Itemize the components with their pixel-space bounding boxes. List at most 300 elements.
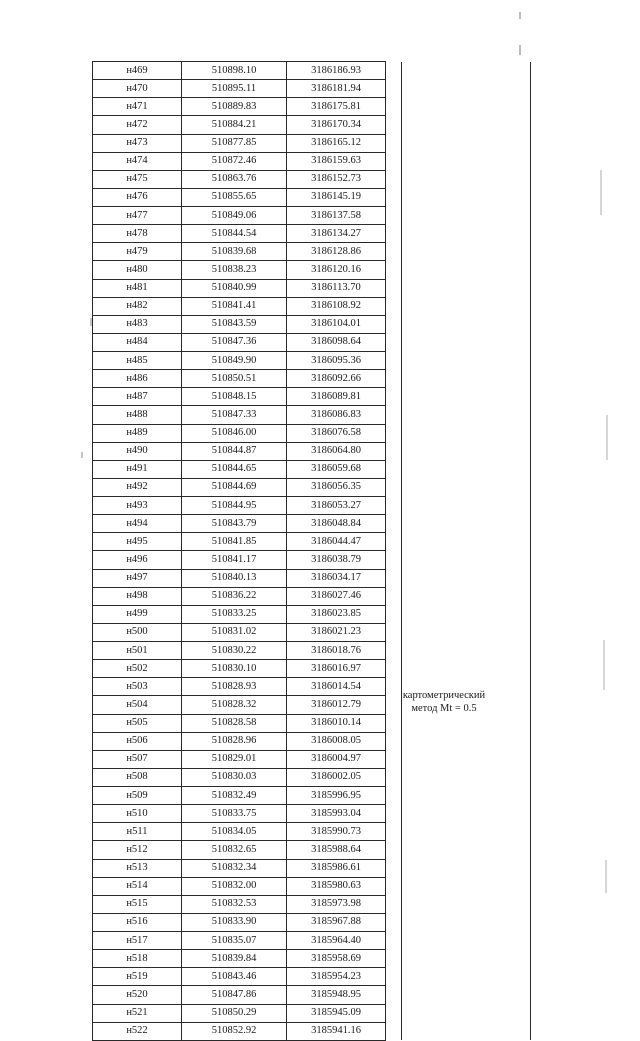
empty-cell [386, 279, 402, 297]
x-coordinate-cell: 510872.46 [182, 152, 287, 170]
x-coordinate-cell: 510847.33 [182, 406, 287, 424]
point-id-cell: н514 [93, 877, 182, 895]
method-cell [402, 80, 531, 98]
empty-cell [386, 424, 402, 442]
table-row [93, 225, 531, 243]
table-row [93, 859, 531, 877]
y-coordinate-cell: 3186181.94 [287, 80, 386, 98]
y-coordinate-cell: 3186165.12 [287, 134, 386, 152]
empty-cell [386, 225, 402, 243]
x-coordinate-cell: 510847.36 [182, 333, 287, 351]
x-coordinate-cell: 510841.17 [182, 551, 287, 569]
point-id-cell: н472 [93, 116, 182, 134]
table-row [93, 805, 531, 823]
y-coordinate-cell: 3186048.84 [287, 515, 386, 533]
point-id-cell: н503 [93, 678, 182, 696]
empty-cell [386, 587, 402, 605]
table-row [93, 877, 531, 895]
method-cell [402, 62, 531, 80]
point-id-cell: н506 [93, 732, 182, 750]
x-coordinate-cell: 510840.99 [182, 279, 287, 297]
x-coordinate-cell: 510841.85 [182, 533, 287, 551]
empty-cell [386, 315, 402, 333]
table-row [93, 134, 531, 152]
table-row [93, 424, 531, 442]
empty-cell [386, 388, 402, 406]
x-coordinate-cell: 510828.32 [182, 696, 287, 714]
method-cell [402, 605, 531, 623]
table-row [93, 188, 531, 206]
point-id-cell: н490 [93, 442, 182, 460]
table-row [93, 841, 531, 859]
point-id-cell: н511 [93, 823, 182, 841]
method-note-line-1: картометрический [402, 690, 486, 701]
method-note-line-2: метод Mt = 0.5 [411, 703, 477, 714]
method-cell [402, 352, 531, 370]
y-coordinate-cell: 3186086.83 [287, 406, 386, 424]
empty-cell [386, 207, 402, 225]
x-coordinate-cell: 510843.46 [182, 968, 287, 986]
empty-cell [386, 986, 402, 1004]
method-cell [402, 460, 531, 478]
method-cell [402, 188, 531, 206]
empty-cell [386, 243, 402, 261]
point-id-cell: н476 [93, 188, 182, 206]
point-id-cell: н501 [93, 642, 182, 660]
empty-cell [386, 62, 402, 80]
point-id-cell: н484 [93, 333, 182, 351]
point-id-cell: н516 [93, 913, 182, 931]
method-cell [402, 787, 531, 805]
x-coordinate-cell: 510849.06 [182, 207, 287, 225]
y-coordinate-cell: 3186021.23 [287, 623, 386, 641]
table-row [93, 315, 531, 333]
y-coordinate-cell: 3186008.05 [287, 732, 386, 750]
y-coordinate-cell: 3185945.09 [287, 1004, 386, 1022]
method-cell [402, 768, 531, 786]
y-coordinate-cell: 3186044.47 [287, 533, 386, 551]
empty-cell [386, 98, 402, 116]
empty-cell [386, 478, 402, 496]
point-id-cell: н500 [93, 623, 182, 641]
method-cell [402, 805, 531, 823]
table-row [93, 787, 531, 805]
point-id-cell: н487 [93, 388, 182, 406]
point-id-cell: н508 [93, 768, 182, 786]
y-coordinate-cell: 3185988.64 [287, 841, 386, 859]
empty-cell [386, 533, 402, 551]
x-coordinate-cell: 510848.15 [182, 388, 287, 406]
x-coordinate-cell: 510839.68 [182, 243, 287, 261]
y-coordinate-cell: 3186056.35 [287, 478, 386, 496]
table-row [93, 768, 531, 786]
table-row [93, 986, 531, 1004]
method-cell [402, 297, 531, 315]
table-row [93, 442, 531, 460]
table-row [93, 98, 531, 116]
empty-cell [386, 913, 402, 931]
method-cell [402, 315, 531, 333]
point-id-cell: н521 [93, 1004, 182, 1022]
point-id-cell: н502 [93, 660, 182, 678]
table-row [93, 80, 531, 98]
y-coordinate-cell: 3186098.64 [287, 333, 386, 351]
point-id-cell: н485 [93, 352, 182, 370]
y-coordinate-cell: 3186104.01 [287, 315, 386, 333]
y-coordinate-cell: 3186076.58 [287, 424, 386, 442]
table-row [93, 333, 531, 351]
point-id-cell: н498 [93, 587, 182, 605]
y-coordinate-cell: 3186027.46 [287, 587, 386, 605]
x-coordinate-cell: 510828.93 [182, 678, 287, 696]
table-row [93, 388, 531, 406]
y-coordinate-cell: 3185964.40 [287, 932, 386, 950]
method-cell [402, 660, 531, 678]
x-coordinate-cell: 510830.03 [182, 768, 287, 786]
table-row [93, 116, 531, 134]
table-row [93, 569, 531, 587]
y-coordinate-cell: 3186002.05 [287, 768, 386, 786]
point-id-cell: н497 [93, 569, 182, 587]
table-row [93, 460, 531, 478]
y-coordinate-cell: 3186064.80 [287, 442, 386, 460]
x-coordinate-cell: 510847.86 [182, 986, 287, 1004]
y-coordinate-cell: 3186186.93 [287, 62, 386, 80]
empty-cell [386, 623, 402, 641]
method-cell [402, 932, 531, 950]
point-id-cell: н519 [93, 968, 182, 986]
empty-cell [386, 750, 402, 768]
x-coordinate-cell: 510828.58 [182, 714, 287, 732]
table-row [93, 533, 531, 551]
empty-cell [386, 370, 402, 388]
empty-cell [386, 895, 402, 913]
point-id-cell: н507 [93, 750, 182, 768]
x-coordinate-cell: 510834.05 [182, 823, 287, 841]
empty-cell [386, 188, 402, 206]
y-coordinate-cell: 3186159.63 [287, 152, 386, 170]
empty-cell [386, 877, 402, 895]
x-coordinate-cell: 510843.79 [182, 515, 287, 533]
method-cell [402, 478, 531, 496]
x-coordinate-cell: 510850.51 [182, 370, 287, 388]
point-id-cell: н481 [93, 279, 182, 297]
point-id-cell: н515 [93, 895, 182, 913]
method-cell [402, 877, 531, 895]
point-id-cell: н475 [93, 170, 182, 188]
method-cell [402, 950, 531, 968]
point-id-cell: н474 [93, 152, 182, 170]
y-coordinate-cell: 3186152.73 [287, 170, 386, 188]
x-coordinate-cell: 510877.85 [182, 134, 287, 152]
y-coordinate-cell: 3185954.23 [287, 968, 386, 986]
table-row [93, 823, 531, 841]
table-row [93, 261, 531, 279]
table-row [93, 895, 531, 913]
table-row [93, 623, 531, 641]
method-cell [402, 98, 531, 116]
method-cell [402, 750, 531, 768]
point-id-cell: н482 [93, 297, 182, 315]
x-coordinate-cell: 510832.34 [182, 859, 287, 877]
table-row [93, 968, 531, 986]
point-id-cell: н479 [93, 243, 182, 261]
empty-cell [386, 805, 402, 823]
y-coordinate-cell: 3186010.14 [287, 714, 386, 732]
y-coordinate-cell: 3186038.79 [287, 551, 386, 569]
table-row [93, 605, 531, 623]
method-cell [402, 533, 531, 551]
method-note [384, 689, 504, 715]
y-coordinate-cell: 3186128.86 [287, 243, 386, 261]
empty-cell [386, 968, 402, 986]
method-cell [402, 859, 531, 877]
x-coordinate-cell: 510832.00 [182, 877, 287, 895]
x-coordinate-cell: 510843.59 [182, 315, 287, 333]
x-coordinate-cell: 510830.10 [182, 660, 287, 678]
empty-cell [386, 442, 402, 460]
x-coordinate-cell: 510849.90 [182, 352, 287, 370]
table-row [93, 497, 531, 515]
y-coordinate-cell: 3186016.97 [287, 660, 386, 678]
point-id-cell: н486 [93, 370, 182, 388]
y-coordinate-cell: 3186053.27 [287, 497, 386, 515]
y-coordinate-cell: 3185986.61 [287, 859, 386, 877]
empty-cell [386, 768, 402, 786]
method-cell [402, 587, 531, 605]
method-cell [402, 424, 531, 442]
y-coordinate-cell: 3185967.88 [287, 913, 386, 931]
point-id-cell: н509 [93, 787, 182, 805]
point-id-cell: н504 [93, 696, 182, 714]
empty-cell [386, 333, 402, 351]
method-cell [402, 279, 531, 297]
y-coordinate-cell: 3185996.95 [287, 787, 386, 805]
method-cell [402, 714, 531, 732]
point-id-cell: н493 [93, 497, 182, 515]
empty-cell [386, 732, 402, 750]
table-row [93, 297, 531, 315]
table-row [93, 714, 531, 732]
point-id-cell: н512 [93, 841, 182, 859]
method-cell [402, 388, 531, 406]
y-coordinate-cell: 3185941.16 [287, 1022, 386, 1040]
point-id-cell: н517 [93, 932, 182, 950]
method-cell [402, 333, 531, 351]
empty-cell [386, 859, 402, 877]
table-row [93, 732, 531, 750]
y-coordinate-cell: 3186034.17 [287, 569, 386, 587]
table-row [93, 913, 531, 931]
y-coordinate-cell: 3186175.81 [287, 98, 386, 116]
x-coordinate-cell: 510830.22 [182, 642, 287, 660]
method-cell [402, 1004, 531, 1022]
y-coordinate-cell: 3186092.66 [287, 370, 386, 388]
y-coordinate-cell: 3186059.68 [287, 460, 386, 478]
method-cell [402, 134, 531, 152]
table-row [93, 370, 531, 388]
method-cell [402, 406, 531, 424]
x-coordinate-cell: 510833.75 [182, 805, 287, 823]
empty-cell [386, 950, 402, 968]
x-coordinate-cell: 510840.13 [182, 569, 287, 587]
empty-cell [386, 170, 402, 188]
point-id-cell: н505 [93, 714, 182, 732]
x-coordinate-cell: 510828.96 [182, 732, 287, 750]
method-cell [402, 823, 531, 841]
method-cell [402, 841, 531, 859]
table-row [93, 352, 531, 370]
x-coordinate-cell: 510898.10 [182, 62, 287, 80]
point-id-cell: н495 [93, 533, 182, 551]
table-row [93, 478, 531, 496]
y-coordinate-cell: 3186014.54 [287, 678, 386, 696]
y-coordinate-cell: 3186113.70 [287, 279, 386, 297]
x-coordinate-cell: 510895.11 [182, 80, 287, 98]
method-cell [402, 968, 531, 986]
table-row [93, 243, 531, 261]
x-coordinate-cell: 510844.95 [182, 497, 287, 515]
empty-cell [386, 569, 402, 587]
table-row [93, 551, 531, 569]
table-row [93, 932, 531, 950]
table-row [93, 1004, 531, 1022]
point-id-cell: н471 [93, 98, 182, 116]
x-coordinate-cell: 510844.65 [182, 460, 287, 478]
empty-cell [386, 297, 402, 315]
method-cell [402, 370, 531, 388]
coordinates-table-body [93, 62, 531, 1041]
point-id-cell: н518 [93, 950, 182, 968]
y-coordinate-cell: 3186134.27 [287, 225, 386, 243]
point-id-cell: н473 [93, 134, 182, 152]
empty-cell [386, 787, 402, 805]
y-coordinate-cell: 3185980.63 [287, 877, 386, 895]
x-coordinate-cell: 510884.21 [182, 116, 287, 134]
point-id-cell: н483 [93, 315, 182, 333]
method-cell [402, 207, 531, 225]
table-row [93, 62, 531, 80]
x-coordinate-cell: 510832.53 [182, 895, 287, 913]
empty-cell [386, 551, 402, 569]
empty-cell [386, 80, 402, 98]
method-cell [402, 895, 531, 913]
y-coordinate-cell: 3186137.58 [287, 207, 386, 225]
empty-cell [386, 460, 402, 478]
method-cell [402, 243, 531, 261]
point-id-cell: н477 [93, 207, 182, 225]
empty-cell [386, 352, 402, 370]
x-coordinate-cell: 510836.22 [182, 587, 287, 605]
x-coordinate-cell: 510889.83 [182, 98, 287, 116]
y-coordinate-cell: 3185958.69 [287, 950, 386, 968]
table-row [93, 207, 531, 225]
x-coordinate-cell: 510846.00 [182, 424, 287, 442]
method-cell [402, 170, 531, 188]
table-row [93, 660, 531, 678]
coordinates-table [92, 61, 531, 1041]
x-coordinate-cell: 510833.25 [182, 605, 287, 623]
method-cell [402, 732, 531, 750]
x-coordinate-cell: 510852.92 [182, 1022, 287, 1040]
y-coordinate-cell: 3186004.97 [287, 750, 386, 768]
y-coordinate-cell: 3186170.34 [287, 116, 386, 134]
table-row [93, 1022, 531, 1040]
y-coordinate-cell: 3185973.98 [287, 895, 386, 913]
empty-cell [386, 1004, 402, 1022]
y-coordinate-cell: 3186023.85 [287, 605, 386, 623]
x-coordinate-cell: 510850.29 [182, 1004, 287, 1022]
empty-cell [386, 515, 402, 533]
point-id-cell: н480 [93, 261, 182, 279]
method-cell [402, 642, 531, 660]
y-coordinate-cell: 3186120.16 [287, 261, 386, 279]
method-cell [402, 913, 531, 931]
point-id-cell: н478 [93, 225, 182, 243]
method-cell [402, 116, 531, 134]
x-coordinate-cell: 510832.65 [182, 841, 287, 859]
method-cell [402, 225, 531, 243]
point-id-cell: н496 [93, 551, 182, 569]
table-row [93, 406, 531, 424]
method-cell [402, 152, 531, 170]
point-id-cell: н491 [93, 460, 182, 478]
table-row [93, 279, 531, 297]
method-cell [402, 551, 531, 569]
table-row [93, 152, 531, 170]
empty-cell [386, 605, 402, 623]
empty-cell [386, 660, 402, 678]
point-id-cell: н492 [93, 478, 182, 496]
empty-cell [386, 841, 402, 859]
method-cell [402, 497, 531, 515]
empty-cell [386, 261, 402, 279]
point-id-cell: н470 [93, 80, 182, 98]
x-coordinate-cell: 510838.23 [182, 261, 287, 279]
empty-cell [386, 823, 402, 841]
point-id-cell: н522 [93, 1022, 182, 1040]
x-coordinate-cell: 510841.41 [182, 297, 287, 315]
empty-cell [386, 642, 402, 660]
x-coordinate-cell: 510833.90 [182, 913, 287, 931]
table-row [93, 515, 531, 533]
x-coordinate-cell: 510835.07 [182, 932, 287, 950]
method-cell [402, 623, 531, 641]
table-row [93, 750, 531, 768]
point-id-cell: н469 [93, 62, 182, 80]
y-coordinate-cell: 3185948.95 [287, 986, 386, 1004]
point-id-cell: н488 [93, 406, 182, 424]
table-row [93, 950, 531, 968]
y-coordinate-cell: 3186108.92 [287, 297, 386, 315]
x-coordinate-cell: 510844.87 [182, 442, 287, 460]
table-row [93, 587, 531, 605]
y-coordinate-cell: 3186145.19 [287, 188, 386, 206]
x-coordinate-cell: 510832.49 [182, 787, 287, 805]
method-cell [402, 1022, 531, 1040]
x-coordinate-cell: 510831.02 [182, 623, 287, 641]
empty-cell [386, 134, 402, 152]
y-coordinate-cell: 3186018.76 [287, 642, 386, 660]
point-id-cell: н494 [93, 515, 182, 533]
x-coordinate-cell: 510844.54 [182, 225, 287, 243]
x-coordinate-cell: 510855.65 [182, 188, 287, 206]
empty-cell [386, 152, 402, 170]
y-coordinate-cell: 3186095.36 [287, 352, 386, 370]
y-coordinate-cell: 3185990.73 [287, 823, 386, 841]
empty-cell [386, 406, 402, 424]
empty-cell [386, 932, 402, 950]
